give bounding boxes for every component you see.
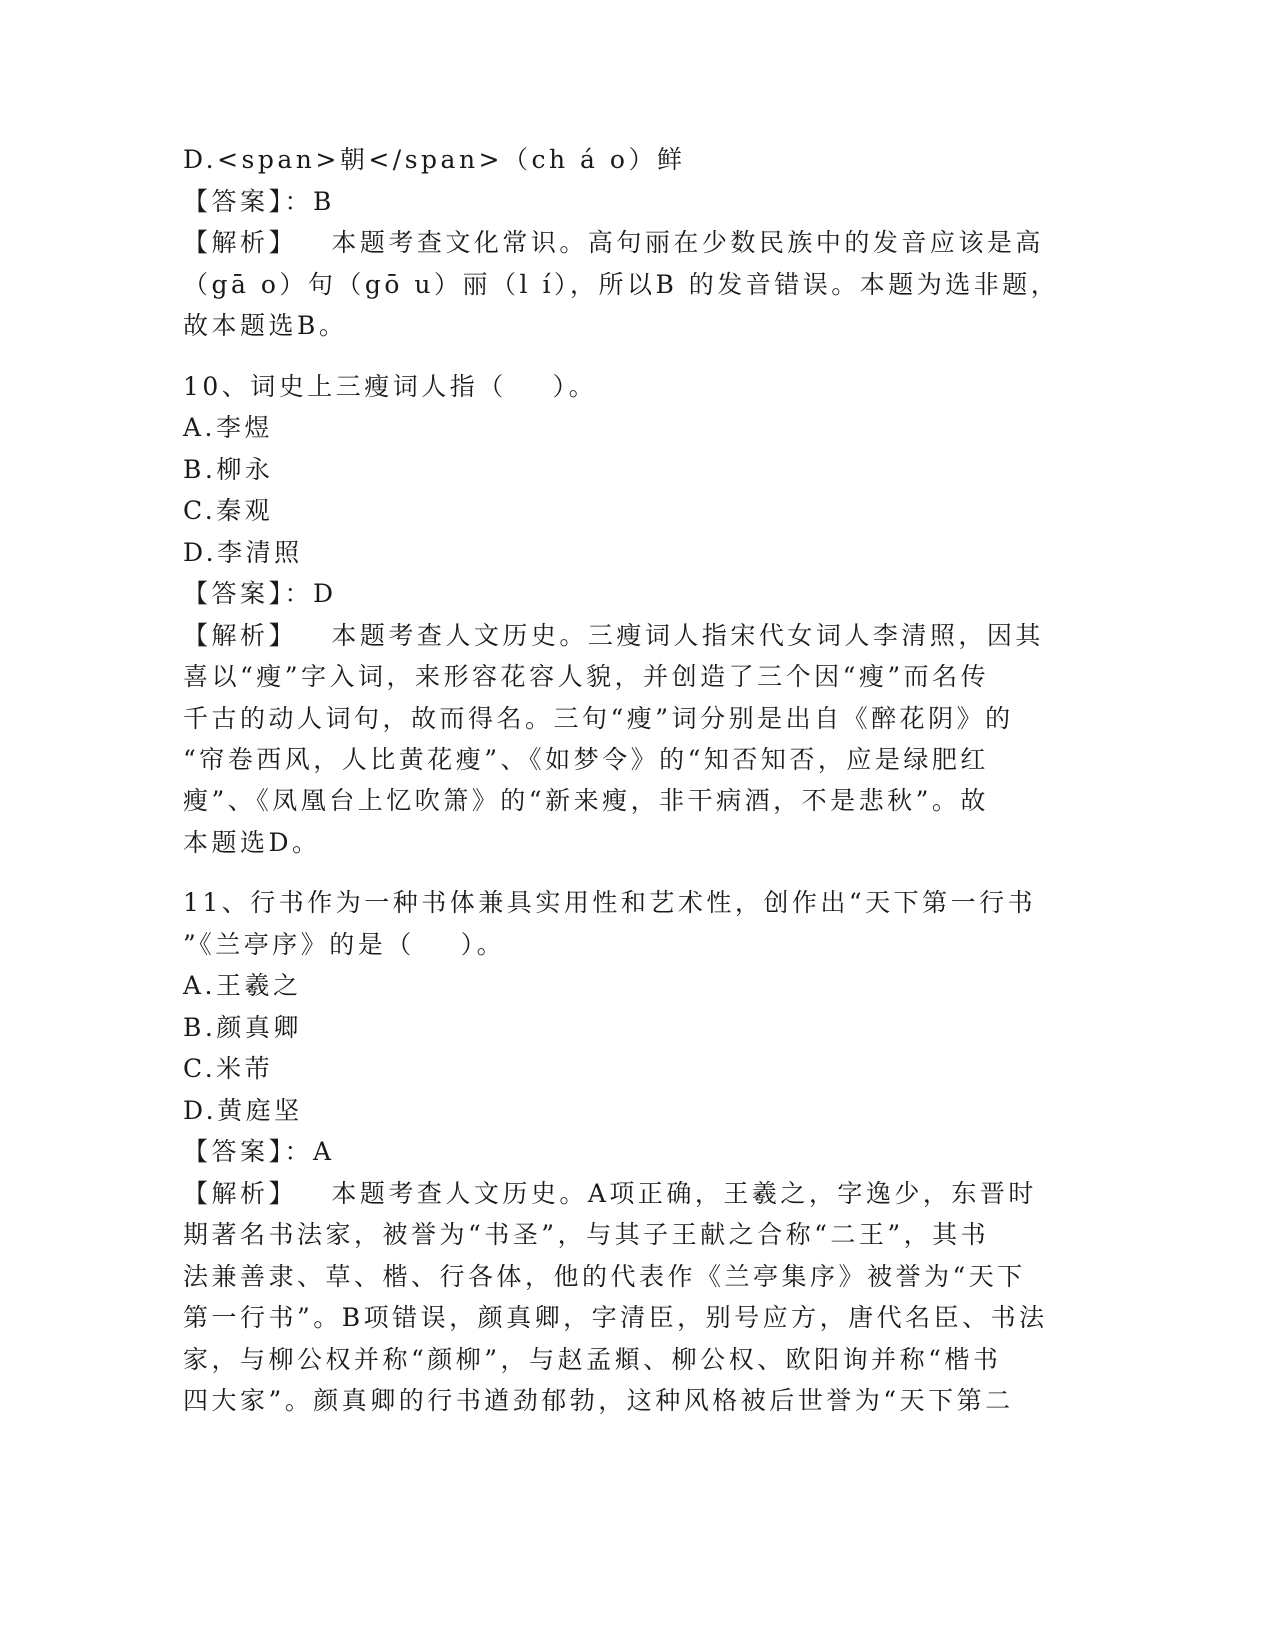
answer-line: 【答案】：D — [183, 579, 337, 608]
analysis-line: 故本题选B。 — [183, 311, 348, 340]
option-a-line: A.李煜 — [183, 413, 274, 442]
option-b-line: B.颜真卿 — [183, 1013, 302, 1042]
analysis-line: 家，与柳公权并称“颜柳”，与赵孟頫、柳公权、欧阳询并称“楷书 — [183, 1345, 1002, 1374]
option-d-line: D.李清照 — [183, 538, 303, 567]
analysis-line: 【解析】 本题考查人文历史。三瘦词人指宋代女词人李清照，因其 — [183, 621, 1044, 650]
option-b-line: B.柳永 — [183, 455, 274, 484]
analysis-line: （gā o）句（gō u）丽（l í），所以B 的发音错误。本题为选非题， — [183, 270, 1060, 299]
option-c-line: C.米芾 — [183, 1054, 274, 1083]
option-d-line: D.<span>朝</span>（ch á o）鲜 — [183, 145, 686, 174]
analysis-line: 【解析】 本题考查人文历史。A项正确，王羲之，字逸少，东晋时 — [183, 1179, 1037, 1208]
question-10-stem: 10、词史上三瘦词人指（ ）。 — [183, 372, 598, 401]
analysis-line: 千古的动人词句，故而得名。三句“瘦”词分别是出自《醉花阴》的 — [183, 704, 1014, 733]
option-a-line: A.王羲之 — [183, 971, 302, 1000]
option-d-line: D.黄庭坚 — [183, 1096, 303, 1125]
question-11-stem: 11、行书作为一种书体兼具实用性和艺术性，创作出“天下第一行书 — [183, 888, 1037, 917]
analysis-line: 瘦”、《凤凰台上忆吹箫》的“新来瘦，非干病酒，不是悲秋”。故 — [183, 786, 989, 815]
answer-line: 【答案】：A — [183, 1137, 335, 1166]
answer-line: 【答案】：B — [183, 187, 335, 216]
analysis-line: 喜以“瘦”字入词，来形容花容人貌，并创造了三个因“瘦”而名传 — [183, 662, 990, 691]
question-11-stem: ”《兰亭序》的是（ ）。 — [183, 930, 506, 959]
analysis-line: 本题选D。 — [183, 828, 321, 857]
analysis-line: 【解析】 本题考查文化常识。高句丽在少数民族中的发音应该是高 — [183, 228, 1044, 257]
analysis-line: 法兼善隶、草、楷、行各体，他的代表作《兰亭集序》被誉为“天下 — [183, 1262, 1026, 1291]
option-c-line: C.秦观 — [183, 496, 274, 525]
analysis-line: “帘卷西风，人比黄花瘦”、《如梦令》的“知否知否，应是绿肥红 — [183, 745, 989, 774]
analysis-line: 四大家”。颜真卿的行书遒劲郁勃，这种风格被后世誉为“天下第二 — [183, 1386, 1014, 1415]
analysis-line: 第一行书”。B项错误，颜真卿，字清臣，别号应方，唐代名臣、书法 — [183, 1303, 1048, 1332]
analysis-line: 期著名书法家，被誉为“书圣”，与其子王献之合称“二王”，其书 — [183, 1220, 990, 1249]
